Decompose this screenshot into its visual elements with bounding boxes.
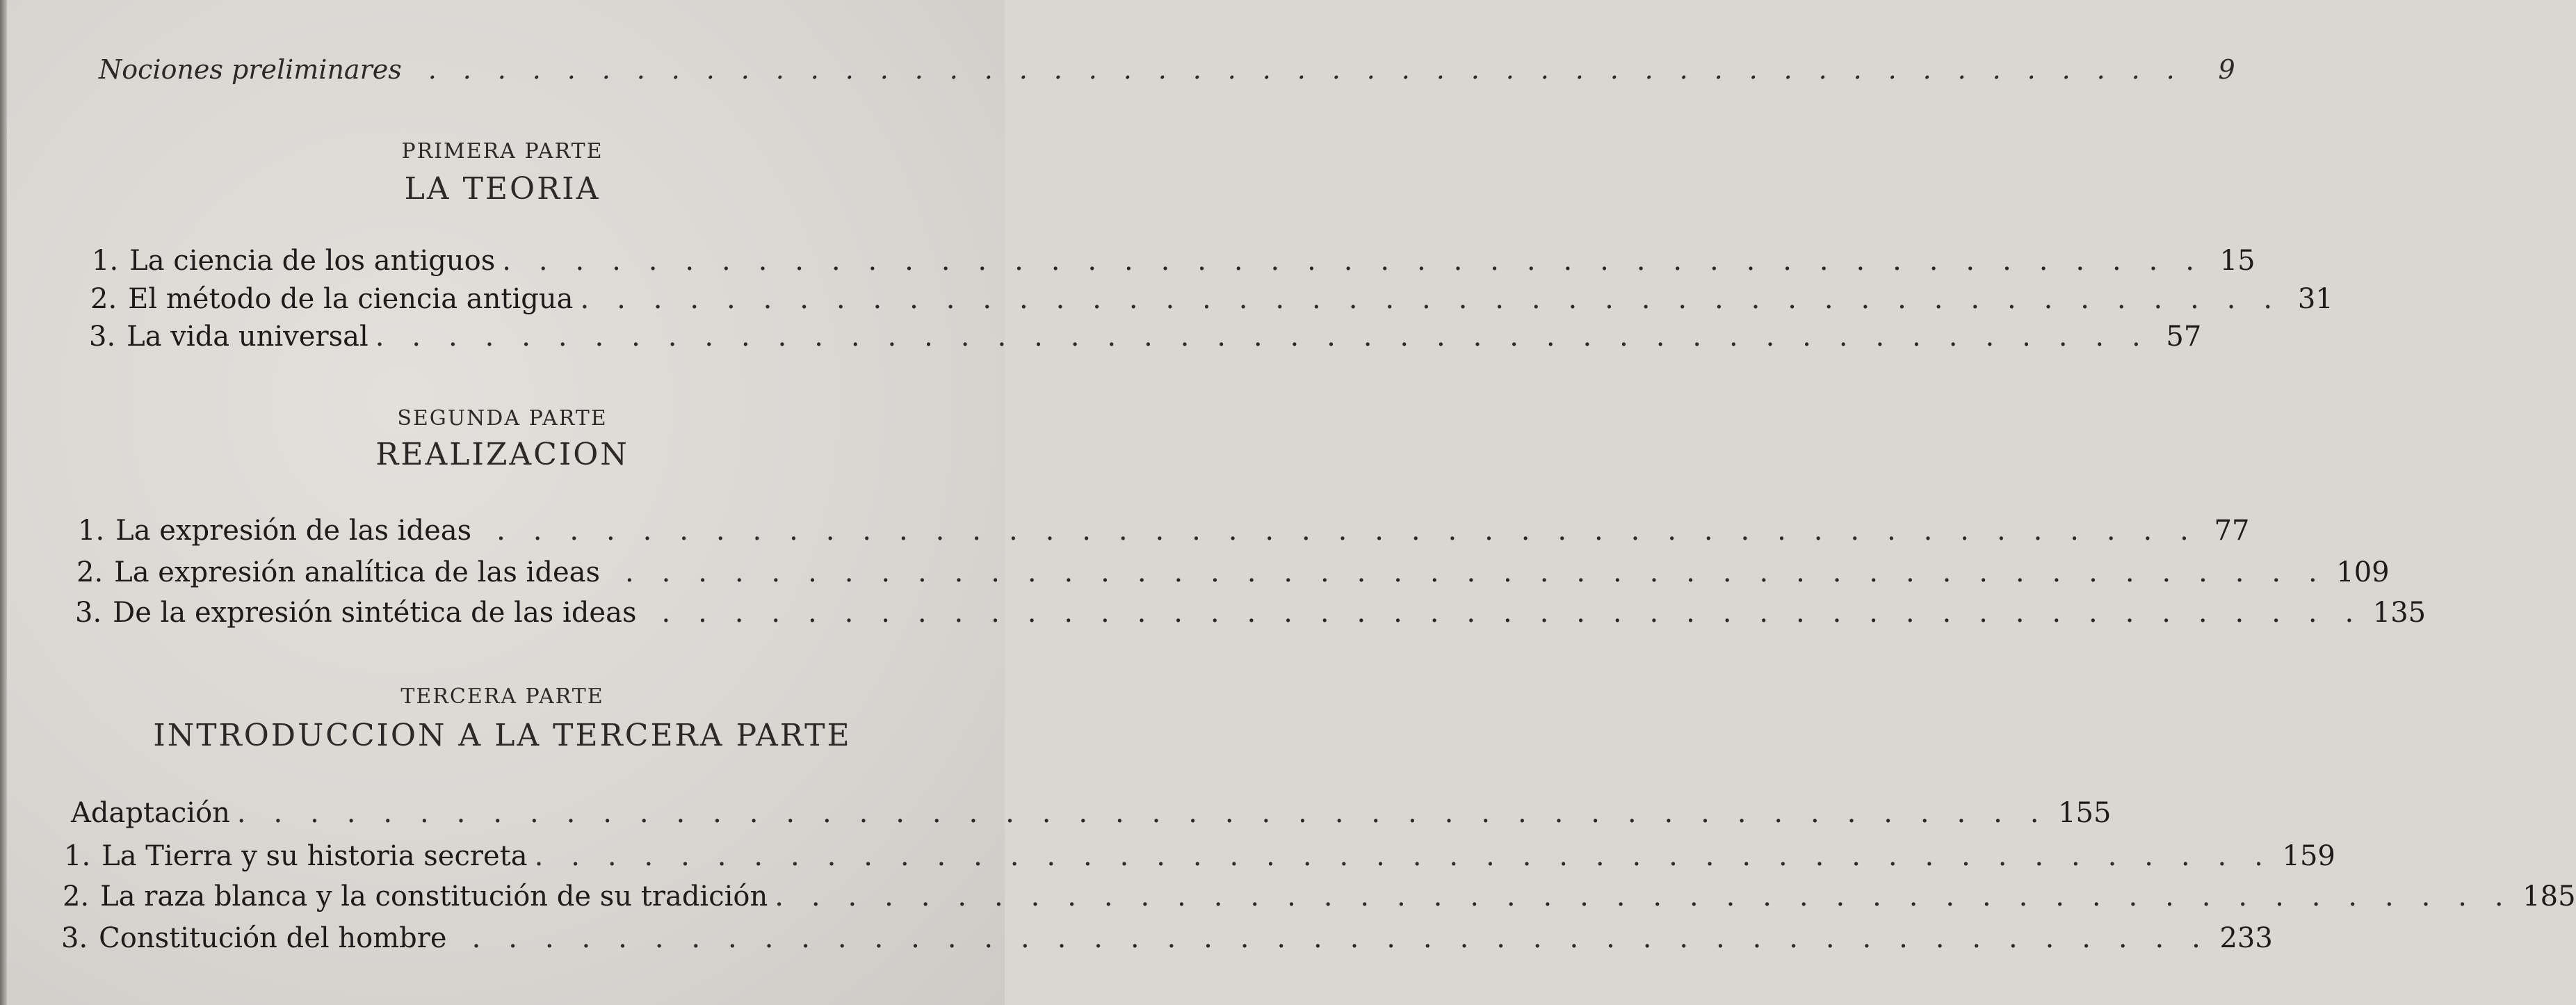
- entry-number: 2.: [76, 556, 104, 588]
- part-heading-1: PRIMERA PARTE: [401, 139, 604, 163]
- entry-page-number: 135: [2372, 597, 2427, 629]
- part-title-3: INTRODUCCION A LA TERCERA PARTE: [153, 718, 852, 753]
- entry-label: El método de la ciencia antigua: [128, 283, 574, 315]
- dot-leader: . . . . . . . . . . . . . . . . . . . . . . . . . . . . . . . . . . . . . . . . . . . . . . .: [502, 245, 2204, 277]
- toc-entry: [71, 797, 2112, 829]
- dot-leader: . . . . . . . . . . . . . . . . . . . . . . . . . . . . . . . . . . . . . . . . . . . . . . . .: [775, 881, 2513, 912]
- toc-entry: [89, 321, 2202, 353]
- entry-page-number: 57: [2166, 321, 2202, 353]
- part-title-1: LA TEORIA: [404, 171, 601, 207]
- entry-label: La Tierra y su historia secreta: [102, 840, 528, 872]
- entry-label: La expresión de las ideas: [115, 515, 472, 547]
- entry-number: 3.: [89, 321, 116, 353]
- toc-entry: [75, 597, 2427, 629]
- toc-entry: [64, 840, 2335, 872]
- entry-number: 2.: [90, 283, 118, 315]
- part-heading-2: SEGUNDA PARTE: [397, 406, 608, 431]
- dot-leader: . . . . . . . . . . . . . . . . . . . . . . . . . . . . . . . . . . . . . . . . . . . . . . . . . . .: [428, 54, 2184, 85]
- part-heading-3: TERCERA PARTE: [400, 684, 604, 709]
- entry-page-number: 109: [2336, 556, 2390, 588]
- toc-entry: [76, 556, 2390, 588]
- toc-entry: [90, 283, 2333, 315]
- dot-leader: . . . . . . . . . . . . . . . . . . . . . . . . . . . . . . . . . . . . . . . . . . . . . . .: [661, 597, 2363, 629]
- entry-page-number: 31: [2297, 283, 2333, 315]
- entry-page-number: 77: [2214, 515, 2250, 547]
- toc-entry: [78, 515, 2250, 547]
- entry-number: 3.: [61, 922, 88, 954]
- entry-label: De la expresión sintética de las ideas: [113, 597, 637, 629]
- entry-label: Nociones preliminares: [99, 54, 402, 85]
- entry-page-number: 9: [2218, 54, 2235, 85]
- toc-entry: [61, 922, 2273, 954]
- entry-number: 1.: [78, 515, 105, 547]
- dot-leader: . . . . . . . . . . . . . . . . . . . . . . . . . . . . . . . . . . . . . . . . . . . . . . . .: [534, 840, 2273, 872]
- dot-leader: . . . . . . . . . . . . . . . . . . . . . . . . . . . . . . . . . . . . . . . . . . . . . . .: [580, 283, 2282, 315]
- entry-label: La raza blanca y la constitución de su tradición: [100, 881, 768, 912]
- toc-entry: [63, 881, 2576, 912]
- dot-leader: . . . . . . . . . . . . . . . . . . . . . . . . . . . . . . . . . . . . . . . . . . . . . . .: [625, 556, 2327, 588]
- entry-page-number: 155: [2058, 797, 2112, 829]
- entry-label: Adaptación: [71, 797, 230, 829]
- entry-page-number: 185: [2522, 881, 2576, 912]
- part-title-2: REALIZACION: [375, 437, 629, 472]
- dot-leader: . . . . . . . . . . . . . . . . . . . . . . . . . . . . . . . . . . . . . . . . . . . . . . . . .: [375, 321, 2150, 353]
- entry-label: La vida universal: [127, 321, 368, 353]
- entry-number: 2.: [63, 881, 90, 912]
- dot-leader: . . . . . . . . . . . . . . . . . . . . . . . . . . . . . . . . . . . . . . . . . . . . . . . . . .: [236, 797, 2049, 829]
- entry-number: 3.: [75, 597, 102, 629]
- entry-number: 1.: [64, 840, 91, 872]
- entry-page-number: 233: [2219, 922, 2273, 954]
- entry-number: 1.: [92, 245, 119, 277]
- entry-label: Constitución del hombre: [99, 922, 447, 954]
- entry-label: La expresión analítica de las ideas: [114, 556, 600, 588]
- entry-page-number: 159: [2282, 840, 2335, 872]
- dot-leader: . . . . . . . . . . . . . . . . . . . . . . . . . . . . . . . . . . . . . . . . . . . . . . . .: [471, 922, 2210, 954]
- entry-label: La ciencia de los antiguos: [129, 245, 496, 277]
- entry-page-number: 15: [2219, 245, 2255, 277]
- toc-entry-preliminary: [99, 54, 2235, 85]
- dot-leader: . . . . . . . . . . . . . . . . . . . . . . . . . . . . . . . . . . . . . . . . . . . . . . .: [496, 515, 2198, 547]
- toc-entry: [92, 245, 2255, 277]
